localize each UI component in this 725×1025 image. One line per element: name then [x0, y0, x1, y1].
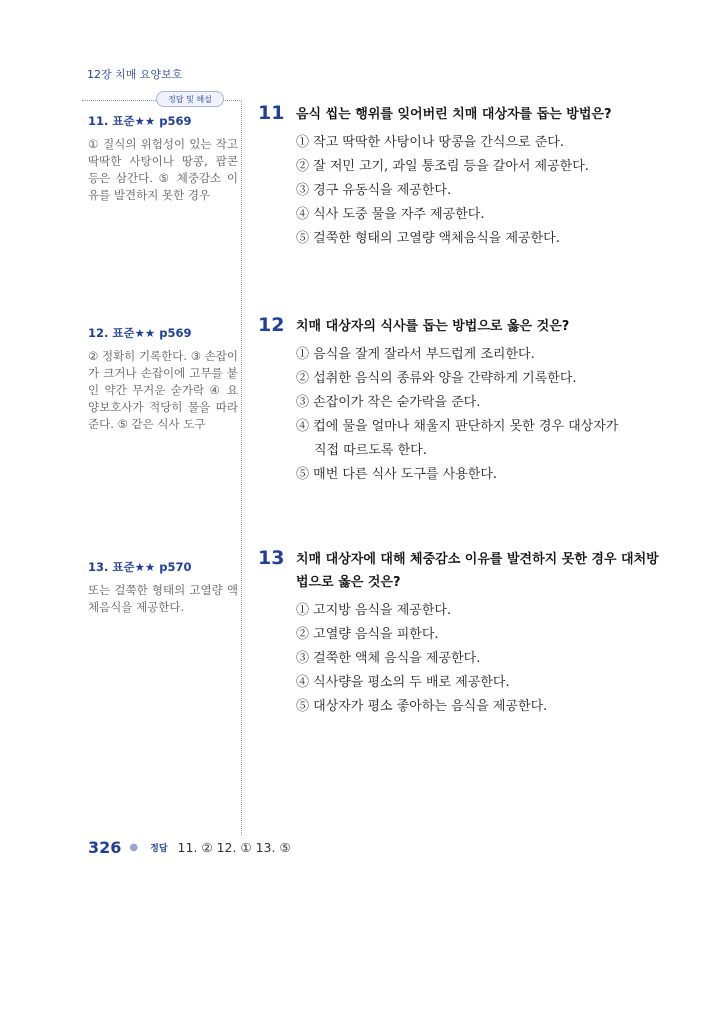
explanation-13: [88, 559, 238, 616]
option-1[interactable]: ① 작고 딱딱한 사탕이나 땅콩을 간식으로 준다.: [296, 135, 564, 150]
option-3[interactable]: ③ 걸쭉한 액체 음식을 제공한다.: [296, 651, 481, 666]
option-4-continued[interactable]: 직접 따르도록 한다.: [314, 443, 427, 458]
option-2[interactable]: ② 잘 저민 고기, 과일 통조림 등을 갈아서 제공한다.: [296, 159, 589, 174]
explanation-heading: 13. 표준★★ p570: [88, 560, 192, 574]
page-number: 326: [88, 838, 122, 857]
question-number: 12: [258, 314, 285, 336]
answer-explanation-tab: 정답 및 해설: [156, 91, 224, 107]
explanation-heading: 11. 표준★★ p569: [88, 114, 192, 128]
answer-key: 11. ② 12. ① 13. ⑤: [177, 840, 291, 855]
explanation-text: ② 정확히 기록한다. ③ 손잡이가 크거나 손잡이에 고무를 붙인 약간 무거운 숟가락 ④ 요양보호사가 적당히 물을 따라 준다. ⑤ 같은 식사 도구: [88, 349, 238, 431]
page-footer: [88, 838, 291, 857]
option-4[interactable]: ④ 컵에 물을 얼마나 채울지 판단하지 못한 경우 대상자가: [296, 419, 619, 434]
explanation-heading: 12. 표준★★ p569: [88, 326, 192, 340]
option-5[interactable]: ⑤ 매번 다른 식사 도구를 사용한다.: [296, 467, 498, 482]
explanation-11: [88, 113, 238, 204]
option-2[interactable]: ② 고열량 음식을 피한다.: [296, 627, 439, 642]
separator-dot-icon: ●: [129, 842, 139, 853]
answer-label: 정답: [150, 844, 168, 854]
option-list: [296, 131, 663, 251]
option-4[interactable]: ④ 식사량을 평소의 두 배로 제공한다.: [296, 675, 510, 690]
option-2[interactable]: ② 섭취한 음식의 종류와 양을 간략하게 기록한다.: [296, 371, 577, 386]
explanation-text: 또는 걸쭉한 형태의 고열량 액체음식을 제공한다.: [88, 583, 238, 614]
option-3[interactable]: ③ 손잡이가 작은 숟가락을 준다.: [296, 395, 481, 410]
option-list: [296, 343, 663, 487]
option-3[interactable]: ③ 경구 유동식을 제공한다.: [296, 183, 452, 198]
question-text: 치매 대상자의 식사를 돕는 방법으로 옳은 것은?: [296, 319, 570, 334]
explanation-12: [88, 325, 238, 433]
option-1[interactable]: ① 고지방 음식을 제공한다.: [296, 603, 452, 618]
question-13: [258, 548, 663, 719]
explanation-text: ① 질식의 위험성이 있는 작고 딱딱한 사탕이나 땅콩, 팝콘 등은 삼간다. ⑤ 체중감소 이유를 발견하지 못한 경우: [88, 137, 238, 202]
chapter-header: 12장 치매 요양보호: [87, 68, 183, 81]
option-5[interactable]: ⑤ 대상자가 평소 좋아하는 음식을 제공한다.: [296, 699, 548, 714]
option-list: [296, 599, 663, 719]
question-number: 11: [258, 102, 285, 124]
question-11: [258, 103, 663, 251]
question-number: 13: [258, 547, 285, 569]
question-12: [258, 315, 663, 487]
option-4[interactable]: ④ 식사 도중 물을 자주 제공한다.: [296, 207, 485, 222]
sidebar-divider-vertical: [241, 100, 242, 835]
question-text: 치매 대상자에 대해 체중감소 이유를 발견하지 못한 경우 대처방법으로 옳은 것은?: [296, 552, 659, 590]
option-1[interactable]: ① 음식을 잘게 잘라서 부드럽게 조리한다.: [296, 347, 535, 362]
option-5[interactable]: ⑤ 걸쭉한 형태의 고열량 액체음식을 제공한다.: [296, 231, 560, 246]
question-text: 음식 씹는 행위를 잊어버린 치매 대상자를 돕는 방법은?: [296, 107, 612, 122]
